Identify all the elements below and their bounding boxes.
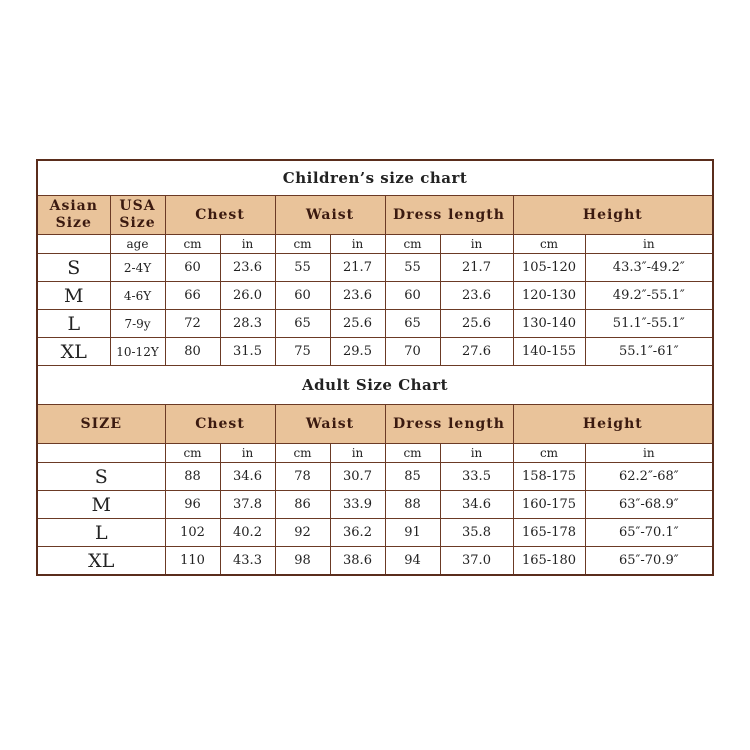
table-cell: 10-12Y (110, 338, 165, 366)
table-cell: 70 (385, 338, 440, 366)
table-cell: 2-4Y (110, 254, 165, 282)
table-cell: 23.6 (440, 282, 513, 310)
table-cell: 34.6 (220, 463, 275, 491)
size-label: M (37, 491, 165, 519)
table-cell: 140-155 (513, 338, 585, 366)
header-height: Height (513, 196, 713, 235)
table-cell: 40.2 (220, 519, 275, 547)
table-cell: 55 (275, 254, 330, 282)
table-cell: 110 (165, 547, 220, 576)
table-cell: 38.6 (330, 547, 385, 576)
header-waist: Waist (275, 405, 385, 444)
size-label: XL (37, 338, 110, 366)
size-label: M (37, 282, 110, 310)
table-cell: 29.5 (330, 338, 385, 366)
table-row (37, 282, 713, 310)
header-chest: Chest (165, 196, 275, 235)
unit-cell: in (330, 444, 385, 463)
table-cell: 37.0 (440, 547, 513, 576)
children-unit-row (37, 235, 713, 254)
table-cell: 60 (385, 282, 440, 310)
table-cell: 55.1″-61″ (585, 338, 713, 366)
size-label: L (37, 310, 110, 338)
unit-cell: cm (385, 444, 440, 463)
table-cell: 49.2″-55.1″ (585, 282, 713, 310)
unit-cell: cm (513, 235, 585, 254)
table-cell: 62.2″-68″ (585, 463, 713, 491)
unit-cell: age (110, 235, 165, 254)
table-cell: 36.2 (330, 519, 385, 547)
table-cell: 28.3 (220, 310, 275, 338)
table-cell: 86 (275, 491, 330, 519)
unit-cell: in (585, 235, 713, 254)
table-cell: 96 (165, 491, 220, 519)
table-cell: 120-130 (513, 282, 585, 310)
table-cell: 35.8 (440, 519, 513, 547)
table-cell: 43.3 (220, 547, 275, 576)
table-cell: 23.6 (330, 282, 385, 310)
table-cell: 60 (165, 254, 220, 282)
table-cell: 60 (275, 282, 330, 310)
table-cell: 7-9y (110, 310, 165, 338)
table-cell: 72 (165, 310, 220, 338)
table-cell: 37.8 (220, 491, 275, 519)
table-cell: 78 (275, 463, 330, 491)
table-cell: 25.6 (440, 310, 513, 338)
table-cell: 31.5 (220, 338, 275, 366)
table-cell: 80 (165, 338, 220, 366)
header-dress-length: Dress length (385, 405, 513, 444)
unit-cell: cm (385, 235, 440, 254)
table-cell: 85 (385, 463, 440, 491)
table-cell: 165-178 (513, 519, 585, 547)
adult-header-row (37, 405, 713, 444)
adult-chart-title: Adult Size Chart (37, 366, 713, 405)
table-cell: 33.9 (330, 491, 385, 519)
table-row (37, 338, 713, 366)
table-cell: 34.6 (440, 491, 513, 519)
table-cell: 63″-68.9″ (585, 491, 713, 519)
table-cell: 65″-70.1″ (585, 519, 713, 547)
table-cell: 94 (385, 547, 440, 576)
table-cell: 158-175 (513, 463, 585, 491)
unit-cell: in (220, 235, 275, 254)
unit-cell: in (440, 444, 513, 463)
table-cell: 43.3″-49.2″ (585, 254, 713, 282)
table-cell: 102 (165, 519, 220, 547)
unit-cell: cm (165, 235, 220, 254)
unit-cell: in (585, 444, 713, 463)
table-cell: 75 (275, 338, 330, 366)
table-cell: 23.6 (220, 254, 275, 282)
header-usa-size: USA Size (110, 196, 165, 235)
header-asian-size: Asian Size (37, 196, 110, 235)
adult-unit-row (37, 444, 713, 463)
unit-cell: cm (165, 444, 220, 463)
unit-cell: cm (275, 235, 330, 254)
unit-cell (37, 444, 165, 463)
header-dress-length: Dress length (385, 196, 513, 235)
table-cell: 33.5 (440, 463, 513, 491)
header-chest: Chest (165, 405, 275, 444)
table-row (37, 547, 713, 576)
size-chart-table (36, 159, 714, 576)
table-cell: 51.1″-55.1″ (585, 310, 713, 338)
table-cell: 65″-70.9″ (585, 547, 713, 576)
table-row (37, 519, 713, 547)
table-cell: 66 (165, 282, 220, 310)
table-cell: 65 (275, 310, 330, 338)
table-cell: 88 (165, 463, 220, 491)
unit-cell: in (330, 235, 385, 254)
size-label: XL (37, 547, 165, 576)
table-cell: 27.6 (440, 338, 513, 366)
table-row (37, 310, 713, 338)
table-cell: 92 (275, 519, 330, 547)
table-cell: 55 (385, 254, 440, 282)
unit-cell: cm (513, 444, 585, 463)
table-row (37, 491, 713, 519)
unit-cell: in (440, 235, 513, 254)
table-cell: 30.7 (330, 463, 385, 491)
table-cell: 4-6Y (110, 282, 165, 310)
table-cell: 160-175 (513, 491, 585, 519)
table-cell: 21.7 (330, 254, 385, 282)
table-cell: 165-180 (513, 547, 585, 576)
size-label: S (37, 463, 165, 491)
table-cell: 25.6 (330, 310, 385, 338)
table-cell: 91 (385, 519, 440, 547)
table-cell: 21.7 (440, 254, 513, 282)
children-header-row (37, 196, 713, 235)
table-cell: 130-140 (513, 310, 585, 338)
table-cell: 88 (385, 491, 440, 519)
table-row (37, 463, 713, 491)
unit-cell (37, 235, 110, 254)
table-cell: 98 (275, 547, 330, 576)
table-row (37, 254, 713, 282)
children-chart-title: Children’s size chart (37, 160, 713, 196)
header-height: Height (513, 405, 713, 444)
header-size: SIZE (37, 405, 165, 444)
table-cell: 26.0 (220, 282, 275, 310)
unit-cell: cm (275, 444, 330, 463)
header-waist: Waist (275, 196, 385, 235)
table-cell: 105-120 (513, 254, 585, 282)
size-label: L (37, 519, 165, 547)
unit-cell: in (220, 444, 275, 463)
table-cell: 65 (385, 310, 440, 338)
size-label: S (37, 254, 110, 282)
